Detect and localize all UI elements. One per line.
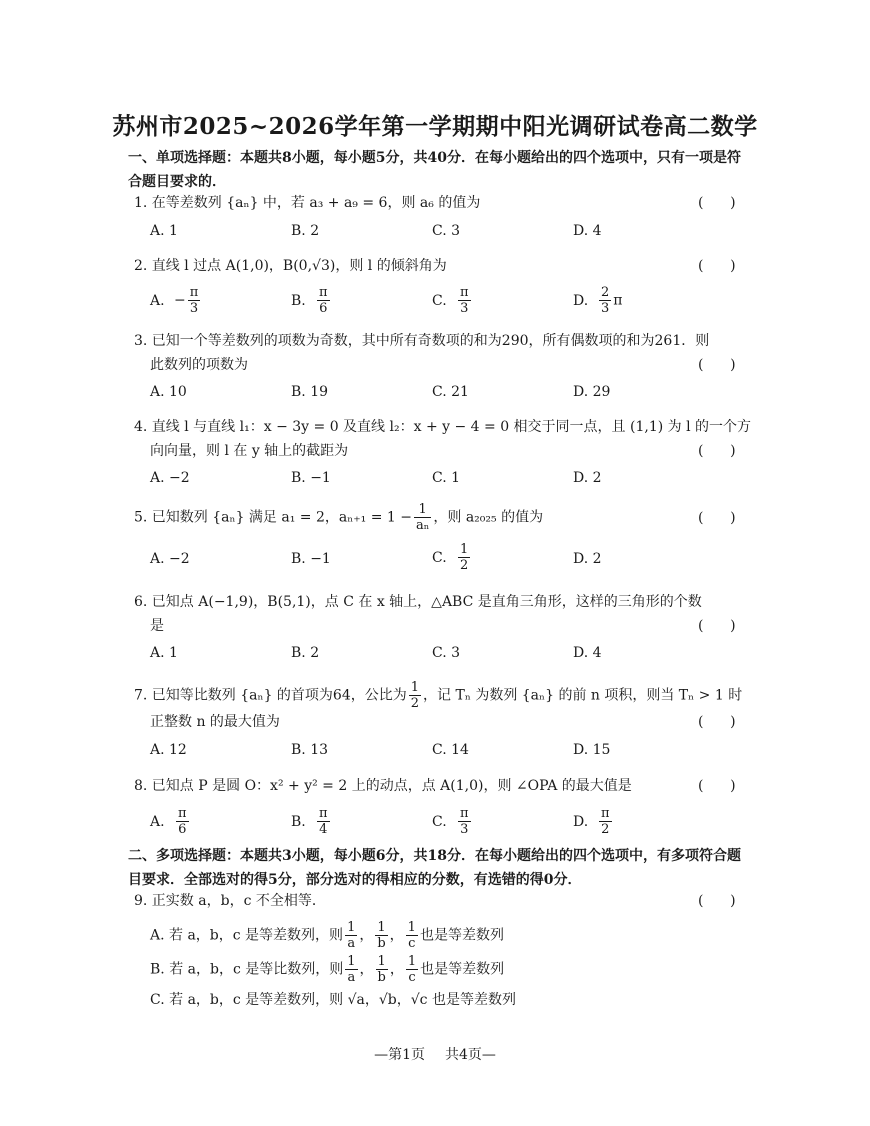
q8-option-d: D. $\frac{\pi}{2}$ bbox=[573, 806, 610, 837]
q2-option-d: D. $\frac{2}{3}$ π bbox=[573, 285, 623, 316]
question-7-stem-line1: 7. 已知等比数列 {aₙ} 的首项为64，公比为 $\frac{1}{2}$ ，记 Tₙ 为数列 {aₙ} 的前 n 项积，则当 Tₙ > 1 时 bbox=[134, 680, 743, 711]
q1-option-d: D. 4 bbox=[573, 223, 602, 239]
answer-bracket-3: ( ) bbox=[698, 357, 736, 373]
page-title: 苏州市2025~2026学年第一学期期中阳光调研试卷高二数学 bbox=[112, 113, 758, 140]
question-2-stem: 2. 直线 l 过点 A(1,0)，B(0,√3)，则 l 的倾斜角为 bbox=[134, 258, 447, 274]
q6-option-b: B. 2 bbox=[291, 645, 320, 661]
question-3-stem-line1: 3. 已知一个等差数列的项数为奇数，其中所有奇数项的和为290，所有偶数项的和为261．则 bbox=[134, 333, 710, 349]
question-4-stem-line2: 向向量，则 l 在 y 轴上的截距为 bbox=[150, 443, 349, 459]
q1-option-a: A. 1 bbox=[150, 223, 178, 239]
question-8-stem: 8. 已知点 P 是圆 O：x² + y² = 2 上的动点，点 A(1,0)，则 ∠OPA 的最大值是 bbox=[134, 778, 632, 794]
section-1-heading: 一、单项选择题：本题共8小题，每小题5分，共40分．在每小题给出的四个选项中，只有一项是符合题目要求的． bbox=[128, 150, 741, 190]
q1-option-b: B. 2 bbox=[291, 223, 320, 239]
q5-option-c: C. $\frac{1}{2}$ bbox=[432, 542, 469, 573]
fraction: $\frac{\pi}{2}$ bbox=[601, 806, 610, 837]
q5-option-b: B. −1 bbox=[291, 551, 331, 567]
fraction: $\frac{1}{2}$ bbox=[410, 680, 420, 711]
q4-option-d: D. 2 bbox=[573, 470, 602, 486]
fraction: $\frac{1}{b}$ bbox=[377, 954, 386, 985]
answer-bracket-1: ( ) bbox=[698, 195, 736, 211]
question-6-stem-line1: 6. 已知点 A(−1,9)，B(5,1)，点 C 在 x 轴上，△ABC 是直角三角形，这样的三角形的个数 bbox=[134, 594, 702, 610]
q8-option-a: A. $\frac{\pi}{6}$ bbox=[150, 806, 187, 837]
fraction: $\frac{1}{c}$ bbox=[407, 920, 416, 951]
q9-option-b: B. 若 a，b，c 是等比数列，则 $\frac{1}{a}$ ， $\frac{1}{b}$ ， $\frac{1}{c}$ 也是等差数列 bbox=[150, 954, 505, 985]
question-4-stem-line1: 4. 直线 l 与直线 l₁：x − 3y = 0 及直线 l₂：x + y − 4 = 0 相交于同一点，且 (1,1) 为 l 的一个方 bbox=[134, 419, 752, 435]
q4-option-a: A. −2 bbox=[150, 470, 190, 486]
q2-option-c: C. $\frac{\pi}{3}$ bbox=[432, 285, 469, 316]
fraction: $\frac{1}{\text{aₙ}}$ bbox=[416, 502, 430, 533]
q7-option-d: D. 15 bbox=[573, 742, 611, 758]
answer-bracket-7: ( ) bbox=[698, 714, 736, 730]
q3-option-c: C. 21 bbox=[432, 384, 469, 400]
fraction: $\frac{1}{b}$ bbox=[377, 920, 386, 951]
answer-bracket-4: ( ) bbox=[698, 443, 736, 459]
q5-option-d: D. 2 bbox=[573, 551, 602, 567]
q9-option-a: A. 若 a，b，c 是等差数列，则 $\frac{1}{a}$ ， $\frac{1}{b}$ ， $\frac{1}{c}$ 也是等差数列 bbox=[150, 920, 504, 951]
q6-option-a: A. 1 bbox=[150, 645, 178, 661]
q8-option-c: C. $\frac{\pi}{3}$ bbox=[432, 806, 469, 837]
q2-option-a: A. − $\frac{\pi}{3}$ bbox=[150, 285, 199, 316]
answer-bracket-8: ( ) bbox=[698, 778, 736, 794]
q4-option-b: B. −1 bbox=[291, 470, 331, 486]
question-6-stem-line2: 是 bbox=[150, 618, 164, 634]
answer-bracket-2: ( ) bbox=[698, 258, 736, 274]
fraction: $\frac{1}{c}$ bbox=[407, 954, 417, 985]
q6-option-c: C. 3 bbox=[432, 645, 461, 661]
fraction: $\frac{2}{3}$ bbox=[601, 285, 610, 316]
q7-option-a: A. 12 bbox=[150, 742, 187, 758]
q1-option-c: C. 3 bbox=[432, 223, 461, 239]
q4-option-c: C. 1 bbox=[432, 470, 461, 486]
question-9-stem: 9. 正实数 a，b，c 不全相等． bbox=[134, 893, 326, 909]
fraction: $\frac{1}{a}$ bbox=[347, 920, 356, 951]
answer-bracket-5: ( ) bbox=[698, 510, 736, 526]
fraction: $\frac{\pi}{3}$ bbox=[189, 285, 199, 316]
fraction: $\frac{1}{a}$ bbox=[347, 954, 356, 985]
q6-option-d: D. 4 bbox=[573, 645, 602, 661]
fraction: $\frac{\pi}{6}$ bbox=[319, 285, 328, 316]
section-2-heading: 二、多项选择题：本题共3小题，每小题6分，共18分．在每小题给出的四个选项中，有多项符合题目要求．全部选对的得5分，部分选对的得相应的分数，有选错的得0分． bbox=[128, 848, 741, 888]
q3-option-b: B. 19 bbox=[291, 384, 329, 400]
q9-option-c: C. 若 a，b，c 是等差数列，则 √a，√b，√c 也是等差数列 bbox=[150, 992, 516, 1008]
page-total: 共4页— bbox=[445, 1047, 496, 1063]
fraction: $\frac{\pi}{6}$ bbox=[178, 806, 187, 837]
page-footer bbox=[0, 1044, 870, 1064]
q7-option-b: B. 13 bbox=[291, 742, 329, 758]
answer-bracket-6: ( ) bbox=[698, 618, 736, 634]
question-5-stem: 5. 已知数列 {aₙ} 满足 a₁ = 2，aₙ₊₁ = 1 − $\frac{1}{\text{aₙ}}$ ，则 a₂₀₂₅ 的值为 bbox=[134, 502, 544, 533]
page-number: —第1页 bbox=[374, 1047, 425, 1063]
question-7-stem-line2: 正整数 n 的最大值为 bbox=[150, 714, 280, 730]
fraction: $\frac{\pi}{3}$ bbox=[460, 806, 469, 837]
fraction: $\frac{1}{2}$ bbox=[460, 542, 469, 573]
q7-option-c: C. 14 bbox=[432, 742, 469, 758]
q3-option-a: A. 10 bbox=[150, 384, 187, 400]
question-3-stem-line2: 此数列的项数为 bbox=[150, 357, 248, 373]
fraction: $\frac{\pi}{3}$ bbox=[460, 285, 469, 316]
fraction: $\frac{\pi}{4}$ bbox=[319, 806, 328, 837]
q3-option-d: D. 29 bbox=[573, 384, 611, 400]
answer-bracket-9: ( ) bbox=[698, 893, 736, 909]
q2-option-b: B. $\frac{\pi}{6}$ bbox=[291, 285, 328, 316]
question-1-stem: 1. 在等差数列 {aₙ} 中，若 a₃ + a₉ = 6，则 a₆ 的值为 bbox=[134, 195, 481, 211]
q8-option-b: B. $\frac{\pi}{4}$ bbox=[291, 806, 328, 837]
q5-option-a: A. −2 bbox=[150, 551, 190, 567]
